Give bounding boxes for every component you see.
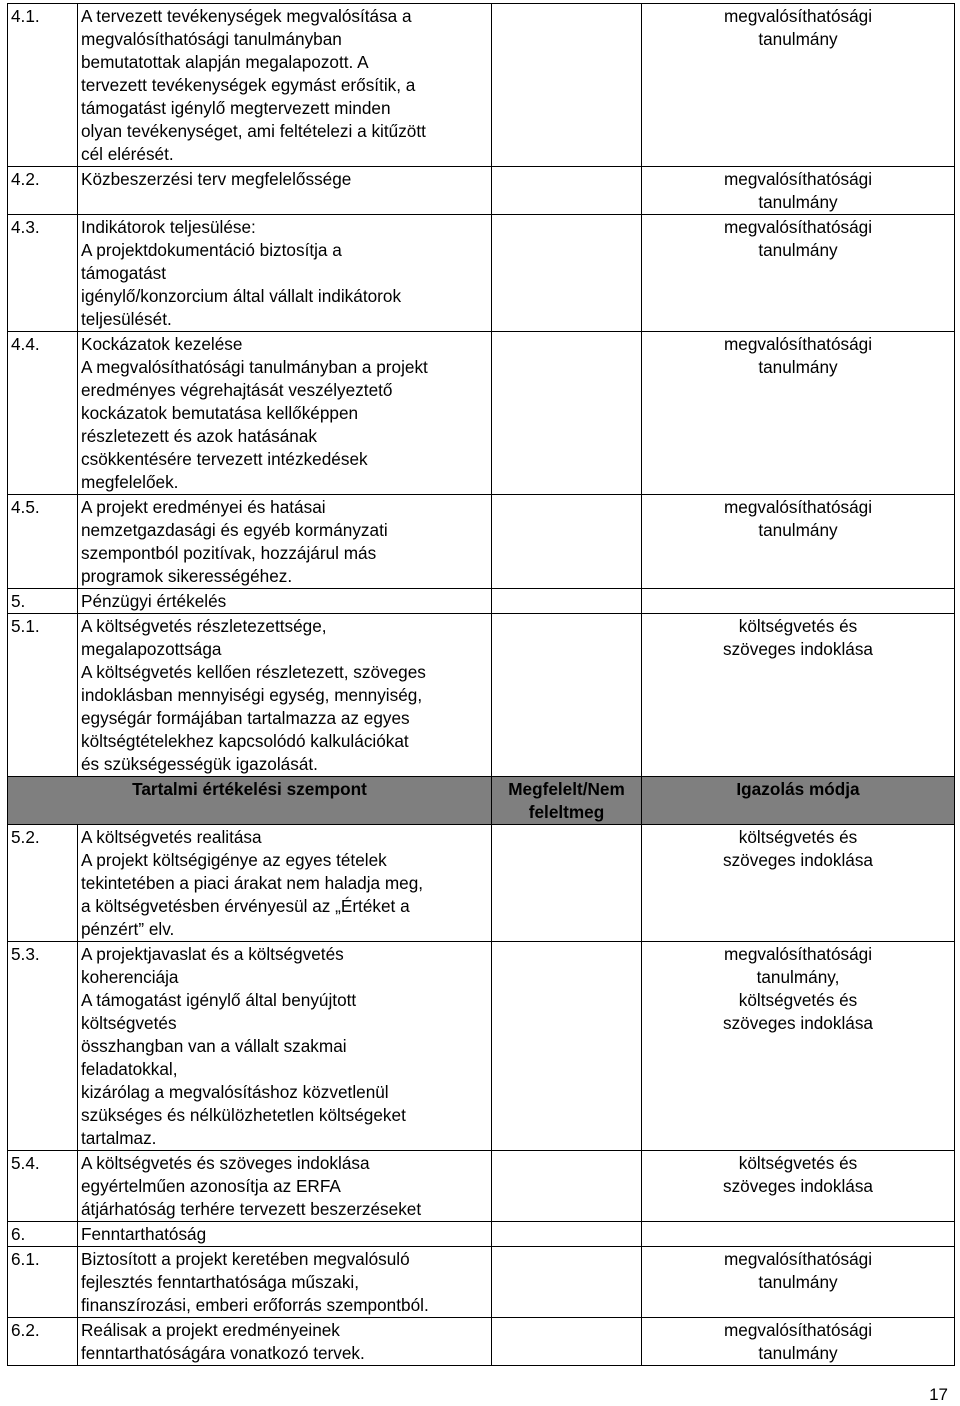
met-cell (492, 589, 642, 614)
verification-method-line: megvalósíthatósági (723, 217, 873, 237)
criterion-text-line: a költségvetésben érvényesül az „Értéket a (81, 896, 410, 916)
verification-method-line: költségvetés és (738, 827, 858, 847)
criterion-text (78, 825, 492, 942)
table-row (8, 825, 955, 942)
verification-method (642, 942, 955, 1151)
criterion-text-line: átjárhatóság terhére tervezett beszerzéseket (81, 1199, 422, 1219)
table-row (8, 614, 955, 777)
verification-method-line: megvalósíthatósági (723, 169, 873, 189)
verification-method-line: szöveges indoklása (722, 850, 873, 870)
criterion-number: 4.5. (8, 495, 78, 589)
criterion-text-line: tartalmaz. (81, 1128, 157, 1148)
criterion-text (78, 1247, 492, 1318)
met-cell (492, 215, 642, 332)
table-row (8, 1318, 955, 1366)
criteria-table-body (8, 4, 955, 1366)
criterion-text (78, 167, 492, 215)
criterion-text-line: bemutatottak alapján megalapozott. A (81, 52, 369, 72)
criterion-text (78, 614, 492, 777)
criterion-text-line: Közbeszerzési terv megfelelőssége (81, 169, 352, 189)
header-met (492, 777, 642, 825)
criterion-text-line: szükséges és nélkülözhetetlen költségeket (81, 1105, 406, 1125)
met-cell (492, 614, 642, 777)
criterion-text-line: Fenntarthatóság (81, 1224, 207, 1244)
verification-method (642, 1247, 955, 1318)
verification-method-line: tanulmány (758, 29, 838, 49)
criterion-number: 4.4. (8, 332, 78, 495)
criterion-text-line: programok sikerességéhez. (81, 566, 293, 586)
criterion-text-line: megvalósíthatósági tanulmányban (81, 29, 342, 49)
page-number: 17 (929, 1385, 948, 1404)
verification-method (642, 215, 955, 332)
criterion-number: 5.3. (8, 942, 78, 1151)
criterion-text-line: A támogatást igénylő által benyújtott (81, 990, 357, 1010)
met-cell (492, 495, 642, 589)
criterion-text-line: A költségvetés realitása (81, 827, 262, 847)
verification-method-line: szöveges indoklása (722, 1013, 873, 1033)
met-cell (492, 1151, 642, 1222)
header-proof: Igazolás módja (642, 777, 955, 825)
criterion-text-line: Indikátorok teljesülése: (81, 217, 256, 237)
criterion-text (78, 942, 492, 1151)
criterion-text-line: nemzetgazdasági és egyéb kormányzati (81, 520, 388, 540)
criterion-text-line: megalapozottsága (81, 639, 222, 659)
criterion-text-line: tervezett tevékenységek egymást erősítik, a (81, 75, 416, 95)
verification-method-line: tanulmány (758, 1343, 838, 1363)
criterion-text-line: szempontból pozitívak, hozzájárul más (81, 543, 377, 563)
criterion-text-line: A projekt eredményei és hatásai (81, 497, 326, 517)
criterion-text-line: Kockázatok kezelése (81, 334, 243, 354)
criterion-number: 6. (8, 1222, 78, 1247)
criterion-text-line: összhangban van a vállalt szakmai (81, 1036, 347, 1056)
criterion-number: 5.4. (8, 1151, 78, 1222)
criterion-text-line: részletezett és azok hatásának (81, 426, 317, 446)
verification-method-line: költségvetés és (738, 990, 858, 1010)
criterion-text-line: A költségvetés és szöveges indoklása (81, 1153, 370, 1173)
criterion-text-line: teljesülését. (81, 309, 172, 329)
table-row (8, 495, 955, 589)
verification-method-line: tanulmány (758, 192, 838, 212)
verification-method-line: szöveges indoklása (722, 639, 873, 659)
verification-method-line: költségvetés és (738, 1153, 858, 1173)
criterion-text-line: megfelelőek. (81, 472, 179, 492)
table-header-row (8, 777, 955, 825)
header-met-line: Nem felelt (528, 779, 625, 822)
criterion-text (78, 1151, 492, 1222)
met-cell (492, 825, 642, 942)
criterion-text-line: A tervezett tevékenységek megvalósítása a (81, 6, 412, 26)
verification-method-line: tanulmány, (756, 967, 840, 987)
table-row (8, 1151, 955, 1222)
verification-method (642, 1318, 955, 1366)
criterion-number: 6.1. (8, 1247, 78, 1318)
header-criterion: Tartalmi értékelési szempont (8, 777, 492, 825)
verification-method-line: megvalósíthatósági (723, 6, 873, 26)
criterion-text (78, 1222, 492, 1247)
verification-method-line: tanulmány (758, 357, 838, 377)
verification-method (642, 495, 955, 589)
criterion-text-line: pénzért” elv. (81, 919, 175, 939)
verification-method (642, 825, 955, 942)
verification-method-line: tanulmány (758, 240, 838, 260)
verification-method (642, 332, 955, 495)
table-row (8, 215, 955, 332)
criterion-text-line: tekintetében a piaci árakat nem haladja meg, (81, 873, 424, 893)
criterion-text-line: egyértelműen azonosítja az ERFA (81, 1176, 341, 1196)
verification-method (642, 4, 955, 167)
verification-method-line: megvalósíthatósági (723, 944, 873, 964)
criterion-text-line: Reálisak a projekt eredményeinek (81, 1320, 340, 1340)
criterion-text (78, 495, 492, 589)
verification-method (642, 1151, 955, 1222)
criterion-text-line: feladatokkal, (81, 1059, 178, 1079)
met-cell (492, 1222, 642, 1247)
criterion-text (78, 215, 492, 332)
header-met-line: Megfelelt/ (508, 779, 588, 799)
criterion-number: 4.3. (8, 215, 78, 332)
verification-method (642, 614, 955, 777)
header-met-line: meg (568, 802, 605, 822)
verification-method-line: megvalósíthatósági (723, 334, 873, 354)
criterion-text (78, 1318, 492, 1366)
verification-method (642, 589, 955, 614)
met-cell (492, 1318, 642, 1366)
criterion-text-line: cél elérését. (81, 144, 174, 164)
table-row (8, 4, 955, 167)
criterion-number: 5.1. (8, 614, 78, 777)
met-cell (492, 4, 642, 167)
criterion-number: 6.2. (8, 1318, 78, 1366)
table-row (8, 589, 955, 614)
criterion-text-line: A projektjavaslat és a költségvetés (81, 944, 344, 964)
criterion-text-line: finanszírozási, emberi erőforrás szempontból. (81, 1295, 429, 1315)
criterion-text-line: fenntarthatóságára vonatkozó tervek. (81, 1343, 365, 1363)
criterion-text-line: fejlesztés fenntarthatósága műszaki, (81, 1272, 360, 1292)
criterion-text-line: csökkentésére tervezett intézkedések (81, 449, 368, 469)
criterion-number: 5. (8, 589, 78, 614)
verification-method-line: megvalósíthatósági (723, 1320, 873, 1340)
criterion-text-line: igénylő/konzorcium által vállalt indikátorok (81, 286, 402, 306)
verification-method (642, 1222, 955, 1247)
criterion-text (78, 589, 492, 614)
criterion-text-line: egységár formájában tartalmazza az egyes (81, 708, 410, 728)
criterion-text-line: A költségvetés kellően részletezett, szöveges (81, 662, 426, 682)
verification-method-line: megvalósíthatósági (723, 497, 873, 517)
table-row (8, 167, 955, 215)
criterion-text-line: Biztosított a projekt keretében megvalósuló (81, 1249, 410, 1269)
criterion-text-line: és szükségességük igazolását. (81, 754, 318, 774)
criteria-table (7, 3, 955, 1366)
verification-method (642, 167, 955, 215)
criterion-text-line: A költségvetés részletezettsége, (81, 616, 327, 636)
criterion-text-line: kizárólag a megvalósításhoz közvetlenül (81, 1082, 389, 1102)
met-cell (492, 167, 642, 215)
criterion-text-line: A projektdokumentáció biztosítja a (81, 240, 342, 260)
criterion-text-line: költségtételekhez kapcsolódó kalkulációkat (81, 731, 409, 751)
criterion-text-line: költségvetés (81, 1013, 177, 1033)
criterion-text-line: A projekt költségigénye az egyes tételek (81, 850, 387, 870)
criterion-text (78, 4, 492, 167)
criterion-number: 4.1. (8, 4, 78, 167)
table-row (8, 332, 955, 495)
verification-method-line: megvalósíthatósági (723, 1249, 873, 1269)
verification-method-line: költségvetés és (738, 616, 858, 636)
criterion-text-line: indoklásban mennyiségi egység, mennyiség, (81, 685, 423, 705)
met-cell (492, 942, 642, 1151)
criterion-text-line: támogatást igénylő megtervezett minden (81, 98, 391, 118)
verification-method-line: tanulmány (758, 520, 838, 540)
criterion-text-line: támogatást (81, 263, 167, 283)
criterion-number: 5.2. (8, 825, 78, 942)
criterion-text-line: Pénzügyi értékelés (81, 591, 227, 611)
met-cell (492, 332, 642, 495)
criterion-number: 4.2. (8, 167, 78, 215)
criterion-text-line: A megvalósíthatósági tanulmányban a projekt (81, 357, 428, 377)
verification-method-line: szöveges indoklása (722, 1176, 873, 1196)
criterion-text-line: kockázatok bemutatása kellőképpen (81, 403, 359, 423)
table-row (8, 1247, 955, 1318)
criterion-text-line: eredményes végrehajtását veszélyeztető (81, 380, 393, 400)
table-row (8, 1222, 955, 1247)
verification-method-line: tanulmány (758, 1272, 838, 1292)
criterion-text-line: koherenciája (81, 967, 179, 987)
criterion-text-line: olyan tevékenységet, ami feltételezi a kitűzött (81, 121, 426, 141)
criterion-text (78, 332, 492, 495)
met-cell (492, 1247, 642, 1318)
table-row (8, 942, 955, 1151)
